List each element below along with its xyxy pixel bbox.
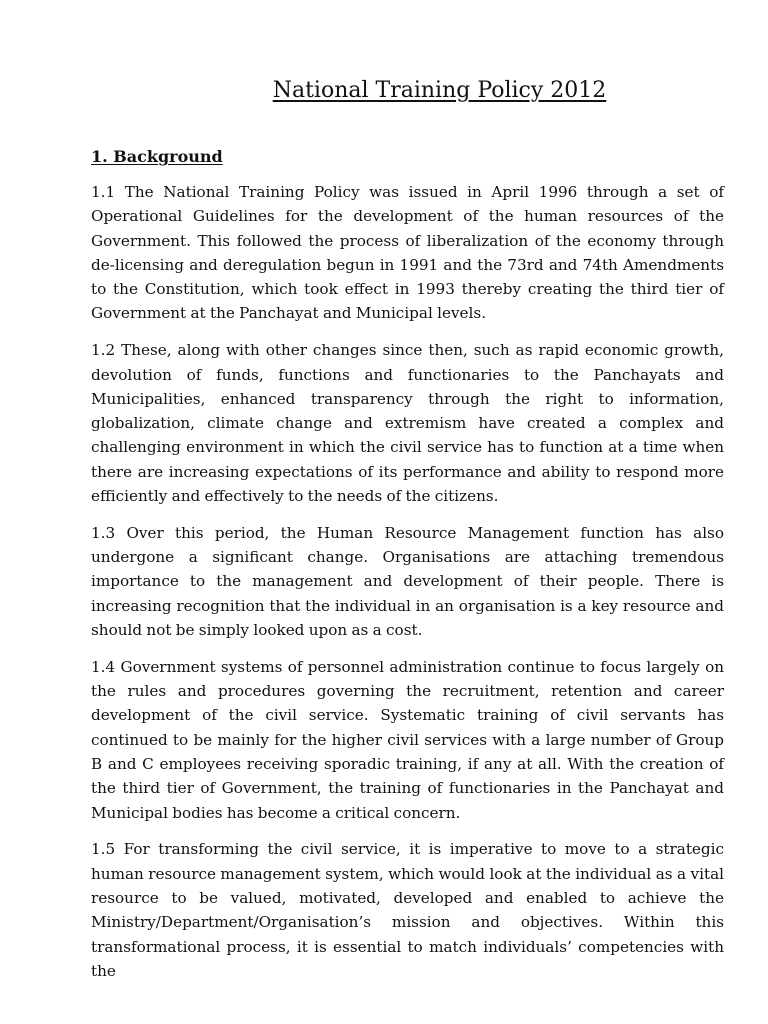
paragraph-1-5: 1.5 For transforming the civil service, it is imperative to move to a strategic human resource management system, which would look at the individual as a vital resource to be valued, motivated, developed and enabled to achieve the Ministry/Department/Organisation’s mission and objectives. Within this transformational process, it is essential to match individuals’ competencies with the xyxy=(91,840,724,980)
paragraph-1-4: 1.4 Government systems of personnel administration continue to focus largely on the rules and procedures governing the recruitment, retention and career development of the civil service. Systematic training of civil servants has continued to be mainly for the higher civil services with a large number of Group B and C employees receiving sporadic training, if any at all. With the creation of the third tier of Government, the training of functionaries in the Panchayat and Municipal bodies has become a critical concern. xyxy=(91,657,724,822)
document-title: National Training Policy 2012 xyxy=(272,78,607,103)
section-heading-background: 1. Background xyxy=(91,147,223,166)
paragraph-1-2: 1.2 These, along with other changes since then, such as rapid economic growth, devolution of funds, functions and functionaries to the Panchayats and Municipalities, enhanced transparency through the right to information, globalization, climate change and extremism have created a complex and challenging environment in which the civil service has to function at a time when there are increasing expectations of its performance and ability to respond more efficiently and effectively to the needs of the citizens. xyxy=(91,341,724,506)
paragraph-1-3: 1.3 Over this period, the Human Resource Management function has also undergone a significant change. Organisations are attaching tremendous importance to the management and development of their people. There is increasing recognition that the individual in an organisation is a key resource and should not be simply looked upon as a cost. xyxy=(91,523,724,640)
paragraph-1-1: 1.1 The National Training Policy was issued in April 1996 through a set of Operational Guidelines for the development of the human resources of the Government. This followed the process of liberalization of the economy through de-licensing and deregulation begun in 1991 and the 73rd and 74th Amendments to the Constitution, which took effect in 1993 thereby creating the third tier of Government at the Panchayat and Municipal levels. xyxy=(91,183,724,323)
